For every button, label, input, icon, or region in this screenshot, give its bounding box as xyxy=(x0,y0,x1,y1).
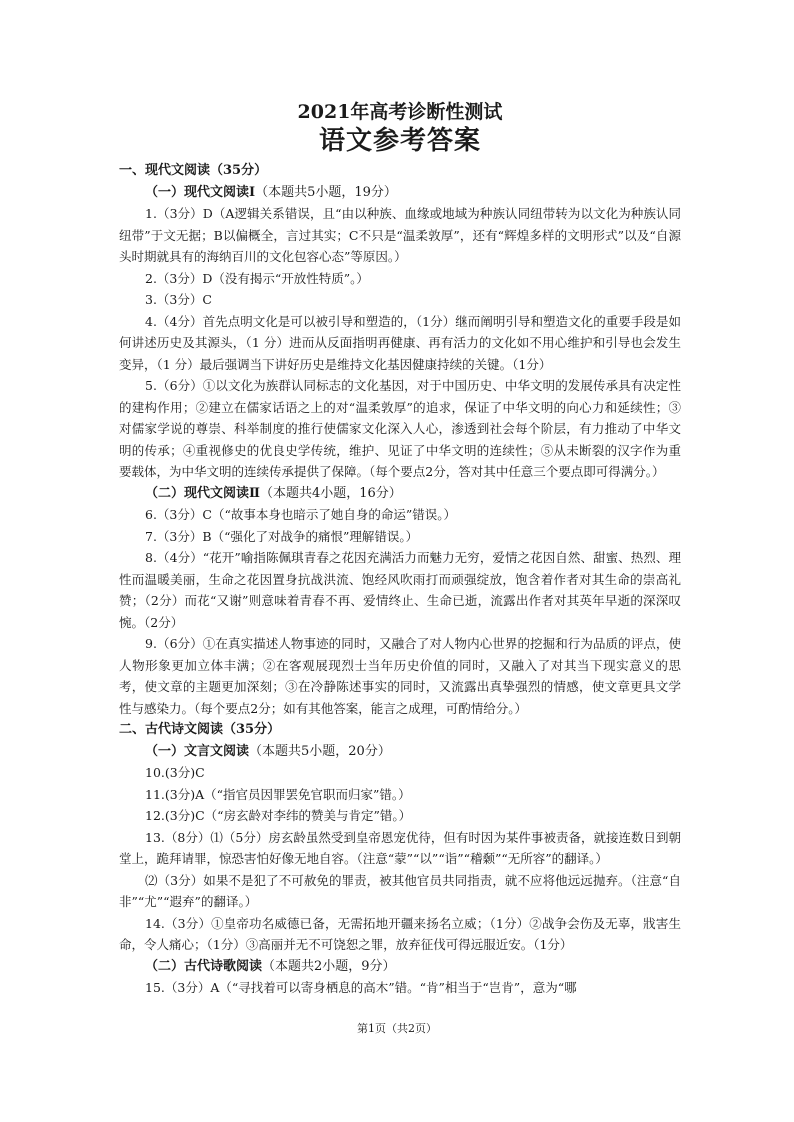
answer-item: 1.（3分）D（A逻辑关系错误，且“由以种族、血缘或地域为种族认同纽带转为以文化为种族认同纽带”于文无据；B以偏概全，言过其实；C不只是“温柔敦厚”，还有“辉煌多样的文明形式”以及“自源头时期就具有的海纳百川的文化包容心态”等原因。） xyxy=(119,206,681,264)
page-title: 2021年高考诊断性测试 xyxy=(297,101,503,123)
subsection-heading xyxy=(119,182,681,204)
answer-item: 5.（6分）①以文化为族群认同标志的文化基因，对于中国历史、中华文明的发展传承具有决定性的建构作用；②建立在儒家话语之上的对“温柔敦厚”的追求，保证了中华文明的向心力和延续性；③对儒家学说的尊崇、科举制度的推行使儒家文化深入人心，渗透到社会每个阶层，有力推动了中华文明的传承；④重视修史的优良史学传统，维护、见证了中华文明的连续性；⑤从未断裂的汉字作为重要载体，为中华文明的连续传承提供了保障。（每个要点2分，答对其中任意三个要点即可得满分。） xyxy=(119,378,681,479)
answer-item: 15.（3分）A（“寻找着可以寄身栖息的高木”错。“肯”相当于“岂肯”，意为“哪 xyxy=(145,980,577,995)
answer-item: 6.（3分）C（“故事本身也暗示了她自身的命运”错误。） xyxy=(145,507,456,522)
answer-item: 10.(3分)C xyxy=(145,765,205,780)
subsection-note: （本题共2小题，9分） xyxy=(262,958,396,974)
answer-item: 9.（6分）①在真实描述人物事迹的同时，又融合了对人物内心世界的挖掘和行为品质的评点，使人物形象更加立体丰满；②在客观展现烈士当年历史价值的同时，又融入了对其当下现实意义的思考，使文章的主题更加深刻；③在冷静陈述事实的同时，又流露出真挚强烈的情感，使文章更具文学性与感染力。（每个要点2分；如有其他答案，能言之成理，可酌情给分。） xyxy=(119,636,681,716)
answer-item: 8.（4分）“花开”喻指陈佩琪青春之花因充满活力而魅力无穷，爱情之花因自然、甜蜜、热烈、理性而温暖美丽，生命之花因置身抗战洪流、饱经风吹雨打而顽强绽放，饱含着作者对其生命的崇高礼赞；（2分）而花“又谢”则意味着青春不再、爱情终止、生命已逝，流露出作者对其英年早逝的深深叹惋。（2分） xyxy=(119,550,681,630)
document-body xyxy=(119,100,681,999)
answer-item: 11.(3分)A（“指官员因罪罢免官职而归家”错。） xyxy=(145,786,411,802)
subsection-name: （二）古代诗歌阅读 xyxy=(145,958,263,974)
answer-item: 12.(3分)C（“房玄龄对李纬的赞美与肯定”错。） xyxy=(145,808,412,823)
subsection-name: （二）现代文阅读Ⅱ xyxy=(145,485,260,501)
answer-item: 2.（3分）D（没有揭示“开放性特质”。） xyxy=(145,270,369,286)
answer-item: 7.（3分）B（“强化了对战争的痛恨”理解错误。） xyxy=(145,528,419,544)
subsection-heading xyxy=(119,741,681,763)
page-subtitle: 语文参考答案 xyxy=(318,126,481,156)
subsection-heading xyxy=(119,483,681,505)
subsection-note: （本题共4小题，16分） xyxy=(259,485,402,501)
section-heading-modern-reading: 一、现代文阅读（35分） xyxy=(119,163,268,178)
answer-item: 4.（4分）首先点明文化是可以被引导和塑造的，（1分）继而阐明引导和塑造文化的重要手段是如何讲述历史及其源头，（1 分）进而从反面指明再健康、再有活力的文化如不用心维护和引导也会发生变异，（1 分）最后强调当下讲好历史是维持文化基因健康持续的关键。（1分） xyxy=(119,313,681,372)
subsection-note: （本题共5小题，19分） xyxy=(255,184,397,200)
answer-item: 14.（3分）①皇帝功名威德已备，无需拓地开疆来扬名立威；（1分）②战争会伤及无辜，戕害生命，令人痛心；（1分）③高丽并无不可饶恕之罪，放弃征伐可得远服近安。（1分） xyxy=(119,915,681,952)
answer-item: 13.（8分）⑴（5分）房玄龄虽然受到皇帝恩宠优待，但有时因为某件事被责备，就接连数日到朝堂上，跪拜请罪，惊恐害怕好像无地自容。（注意“蒙”“以”“诣”“稽颡”“无所容”的翻译。） xyxy=(119,829,681,866)
subsection-name: （一）现代文阅读Ⅰ xyxy=(145,184,256,200)
subsection-name: （一）文言文阅读 xyxy=(145,743,250,759)
answer-item: 3.（3分）C xyxy=(145,292,212,307)
section-heading-classical-reading: 二、古代诗文阅读（35分） xyxy=(119,722,281,737)
subsection-note: （本题共5小题，20分） xyxy=(249,743,391,759)
answer-item: ⑵（3分）如果不是犯了不可赦免的罪责，被其他官员共同指责，就不应将他远远抛弃。（注意“自非”“尤”“遐弃”的翻译。） xyxy=(119,872,681,909)
page-footer: 第1页（共2页） xyxy=(357,1022,437,1035)
subsection-heading xyxy=(119,956,681,978)
